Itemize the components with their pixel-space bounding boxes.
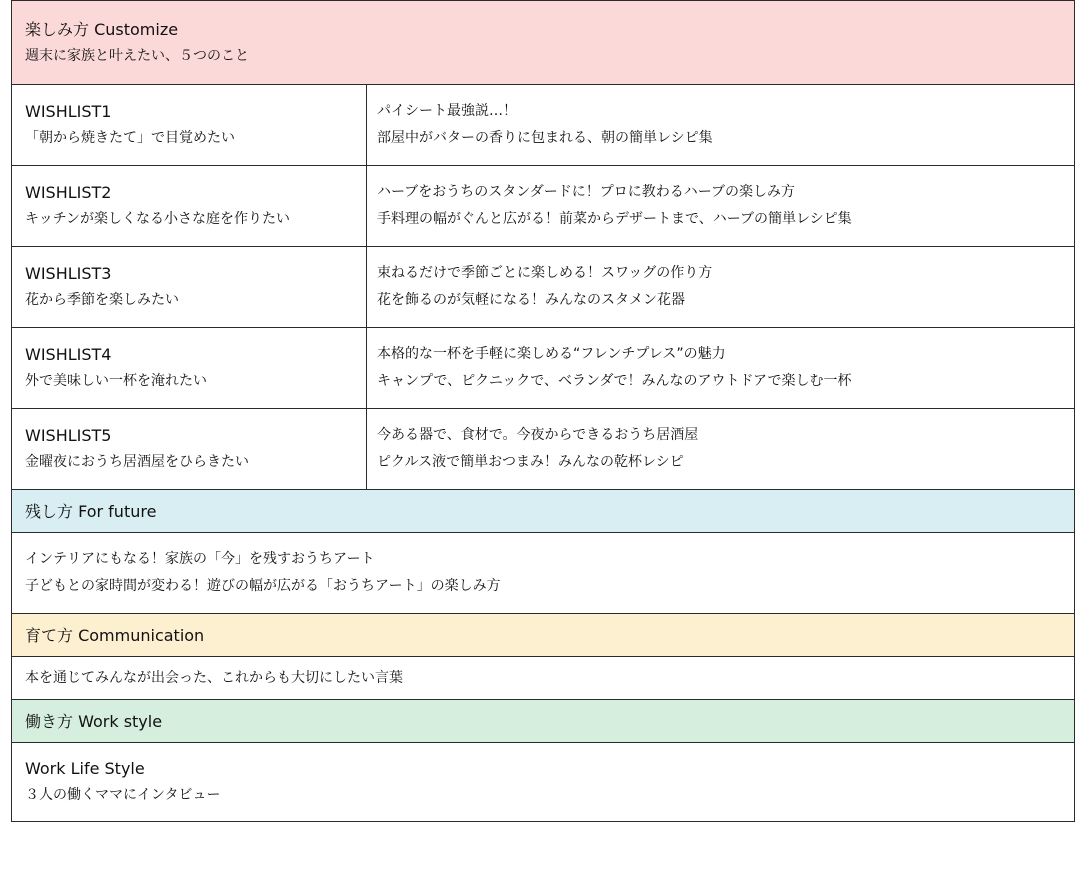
contents-table xyxy=(11,0,1075,822)
section-body-communication xyxy=(12,657,1075,700)
wishlist-row xyxy=(12,85,1075,166)
wishlist-row xyxy=(12,166,1075,247)
article-title: キャンプで、ピクニックで、ベランダで！みんなのアウトドアで楽しむ一杯 xyxy=(377,373,852,389)
section-title: 働き方 Work style xyxy=(25,711,163,731)
section-header-work xyxy=(12,700,1075,743)
article-title: パイシート最強説…！ xyxy=(377,103,517,119)
article-title: 部屋中がバターの香りに包まれる、朝の簡単レシピ集 xyxy=(377,130,713,146)
wishlist-cell xyxy=(12,247,367,328)
wishlist-desc: 花から季節を楽しみたい xyxy=(25,292,179,308)
wishlist-desc: 「朝から焼きたて」で目覚めたい xyxy=(25,130,235,146)
wishlist-cell xyxy=(12,409,367,490)
wishlist-desc: キッチンが楽しくなる小さな庭を作りたい xyxy=(25,211,291,227)
section-header-communication xyxy=(12,614,1075,657)
section-header-cell xyxy=(12,490,1075,533)
section-header-cell xyxy=(12,614,1075,657)
article-title: 本を通じてみんなが出会った、これからも大切にしたい言葉 xyxy=(25,669,403,686)
wishlist-cell xyxy=(12,85,367,166)
wishlist-row xyxy=(12,409,1075,490)
wishlist-label: WISHLIST2 xyxy=(25,183,112,202)
article-title: ハーブをおうちのスタンダードに！プロに教わるハーブの楽しみ方 xyxy=(377,184,796,200)
section-header-customize xyxy=(12,1,1075,85)
section-body-cell xyxy=(12,533,1075,614)
wishlist-label: WISHLIST4 xyxy=(25,345,112,364)
article-cell xyxy=(367,166,1075,247)
section-body-cell xyxy=(12,657,1075,700)
article-title: 今ある器で、食材で。今夜からできるおうち居酒屋 xyxy=(377,427,699,443)
article-subtitle: ３人の働くママにインタビュー xyxy=(25,787,221,803)
article-title: 束ねるだけで季節ごとに楽しめる！スワッグの作り方 xyxy=(377,265,713,281)
wishlist-cell xyxy=(12,166,367,247)
article-title: 本格的な一杯を手軽に楽しめる“フレンチプレス”の魅力 xyxy=(377,346,726,362)
article-cell xyxy=(367,247,1075,328)
section-body-future xyxy=(12,533,1075,614)
section-subtitle: 週末に家族と叶えたい、５つのこと xyxy=(25,47,249,64)
wishlist-label: WISHLIST3 xyxy=(25,264,112,283)
wishlist-desc: 外で美味しい一杯を淹れたい xyxy=(25,373,207,389)
article-title: 手料理の幅がぐんと広がる！前菜からデザートまで、ハーブの簡単レシピ集 xyxy=(377,211,852,227)
article-cell xyxy=(367,328,1075,409)
article-cell xyxy=(367,85,1075,166)
wishlist-label: WISHLIST1 xyxy=(25,102,112,121)
article-title: インテリアにもなる！家族の「今」を残すおうちアート xyxy=(25,551,375,567)
wishlist-label: WISHLIST5 xyxy=(25,426,112,445)
article-title: ピクルス液で簡単おつまみ！みんなの乾杯レシピ xyxy=(377,454,684,470)
article-title: 子どもとの家時間が変わる！遊びの幅が広がる「おうちアート」の楽しみ方 xyxy=(25,578,501,594)
article-title: 花を飾るのが気軽になる！みんなのスタメン花器 xyxy=(377,292,685,308)
section-title: 楽しみ方 Customize xyxy=(25,19,179,39)
article-cell xyxy=(367,409,1075,490)
wishlist-cell xyxy=(12,328,367,409)
section-title: 育て方 Communication xyxy=(25,625,205,645)
section-header-cell xyxy=(12,1,1075,85)
section-body-work xyxy=(12,743,1075,822)
wishlist-desc: 金曜夜におうち居酒屋をひらきたい xyxy=(25,454,249,470)
section-header-cell xyxy=(12,700,1075,743)
section-title: 残し方 For future xyxy=(25,501,157,521)
wishlist-row xyxy=(12,328,1075,409)
section-body-cell xyxy=(12,743,1075,822)
article-title: Work Life Style xyxy=(25,759,145,778)
wishlist-row xyxy=(12,247,1075,328)
section-header-future xyxy=(12,490,1075,533)
